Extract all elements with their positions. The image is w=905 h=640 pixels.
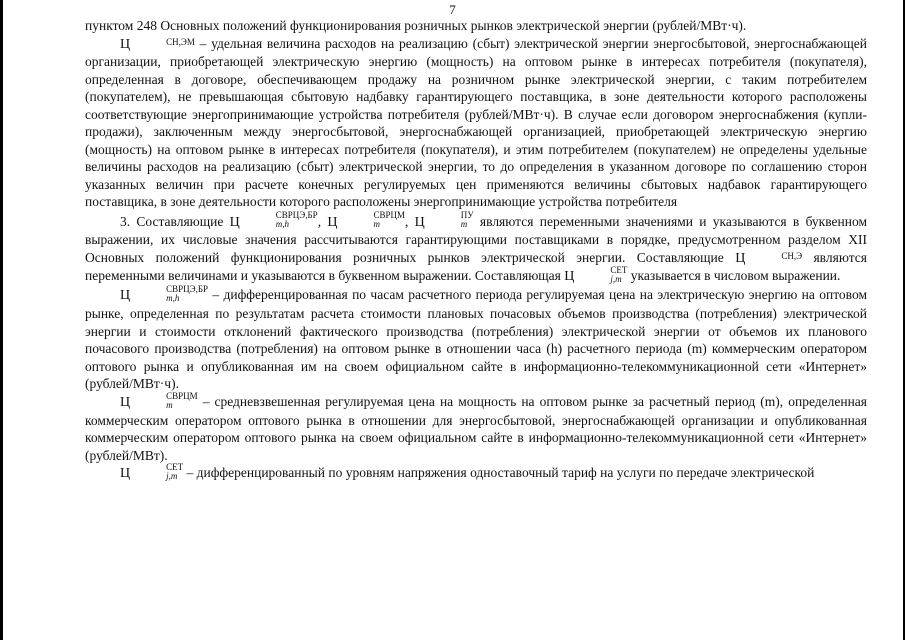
document-body xyxy=(85,17,867,483)
scan-left-edge xyxy=(0,0,3,640)
symbol-c-pu: Ц ПУ m xyxy=(414,210,474,230)
symbol-c-sn-em: Ц СН,ЭМ xyxy=(120,36,195,52)
paragraph-text: – средневзвешенная регулируемая цена на мощность на оптовом рынке за расчетный период (m), определенная коммерческим оператором оптового рынка в отношении для энергосбытовой, энергоснабжающей организации и опубликованная коммерческим оператором оптового рынка на своем официальном сайте в информационно-телекоммуникационной сети «Интернет» (рублей/МВт). xyxy=(85,393,867,463)
paragraph-item-3: 3. Составляющие Ц СВРЦЭ,БР m,h , Ц СВРЦМ m , Ц ПУ m являются переменными значениями и указываются в буквенном выражении, их числовые значения рассчитываются гарантирующими поставщиками в порядке, предусмотренном разделом XII Основных положений функционирования розничных рынков электрической энергии. Составляющие Ц СН,Э являются переменными величинами и указываются в буквенном выражении. Составляющая Ц СЕТ j,m указывается в числовом выражении. xyxy=(85,210,868,285)
paragraph-text: – удельная величина расходов на реализацию (сбыт) электрической энергии энергосбытовой, энергоснабжающей организации, приобретающей электрическую энергию (мощность) на оптовом рынке в интересах потребителя (покупателя), определенная в договоре, обеспечивающем продажу на розничном рынке электрической энергии, с таким потребителем (покупателем), не превышающая сбытовую надбавку гарантирующего поставщика, в зоне деятельности которого расположены соответствующие энергопринимающие устройства потребителя (рублей/МВт·ч). В случае если договором энергоснабжения (купли-продажи), заключенным между энергосбытовой, энергоснабжающей организацией, приобретающей электрическую энергию (мощность) на оптовом рынке в интересах потребителя (покупателя), и этим потребителем (покупателем) не определены удельные величины расходов на реализацию (сбыт) электрической энергии, то до определения в указанном договоре по соглашению сторон указанных величин при расчете конечных регулируемых цен применяются величины сбытовых надбавок гарантирующего поставщика, в зоне деятельности которого расположены энергопринимающие устройства потребителя xyxy=(85,35,867,209)
paragraph-set-definition xyxy=(85,464,867,483)
symbol-c-svrce-br-def: Ц СВРЦЭ,БР m,h xyxy=(120,284,209,304)
symbol-c-svrcm-def: Ц СВРЦМ m xyxy=(120,390,198,410)
paragraph-text: – дифференцированная по часам расчетного периода регулируемая цена на электрическую энергию на оптовом рынке, определенная по результатам расчета стоимости плановых почасовых объемов производства (потребления) электрической энергии и стоимости отклонений фактического производства (потребления) электрической энергии от объемов их планового почасового производства (потребления) на оптовом рынке в отношении часа (h) расчетного периода (m) коммерческим оператором оптового рынка и опубликованная им на своем официальном сайте в информационно-телекоммуникационной сети «Интернет» (рублей/МВт·ч). xyxy=(85,287,867,392)
symbol-c-svrcm: Ц СВРЦМ m xyxy=(327,210,405,230)
paragraph-svrce-br-definition xyxy=(85,286,867,392)
page-number: 7 xyxy=(449,2,456,17)
symbol-c-set: Ц СЕТ j,m xyxy=(564,265,628,285)
paragraph-text: – дифференцированный по уровням напряжения одноставочный тариф на услуги по передаче электрической xyxy=(183,465,815,481)
symbol-c-svrce-br: Ц СВРЦЭ,БР m,h xyxy=(229,210,318,230)
symbol-c-set-def: Ц СЕТ j,m xyxy=(120,462,184,482)
paragraph-sn-em-definition xyxy=(85,35,867,211)
paragraph-continuation: пунктом 248 Основных положений функционирования розничных рынков электрической энергии (рублей/МВт·ч). xyxy=(85,18,747,33)
symbol-c-sn-e: Ц СН,Э xyxy=(735,250,803,266)
paragraph-svrcm-definition xyxy=(85,390,867,464)
